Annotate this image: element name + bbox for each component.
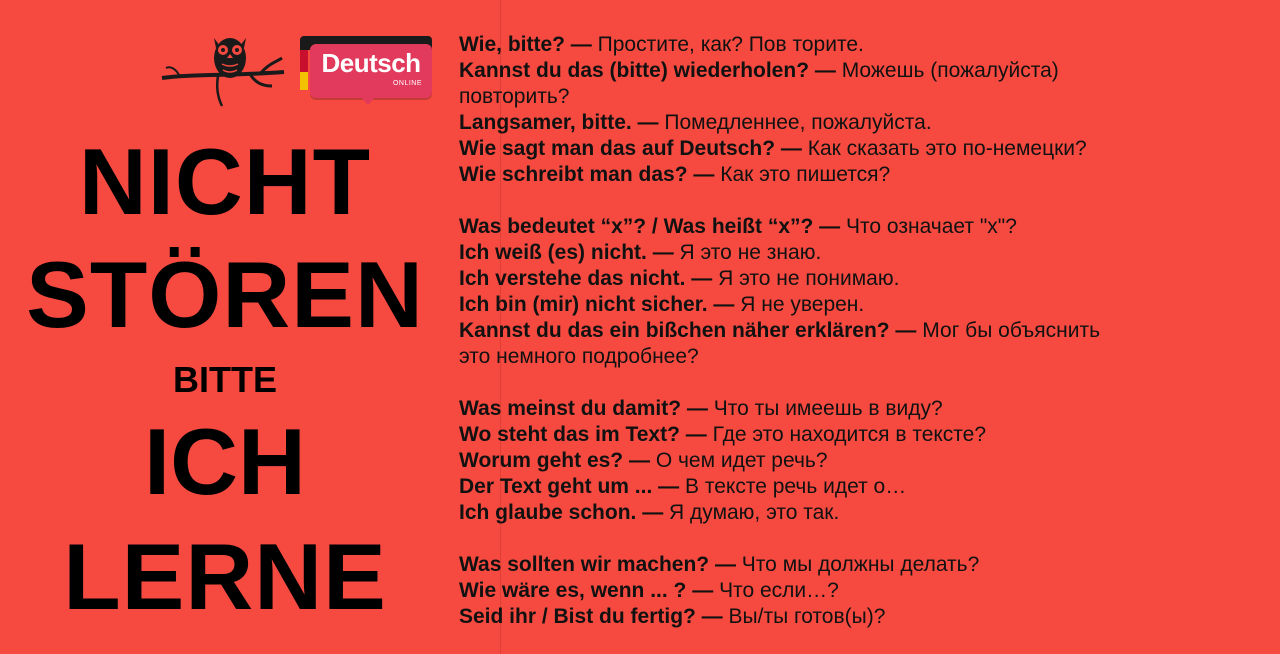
phrase-row	[459, 422, 1269, 448]
logo-brand-text: Deutsch	[321, 48, 421, 78]
logo-bubble-tail	[360, 96, 376, 105]
phrase-row	[459, 396, 1269, 422]
slogan-line-ich: ICH	[144, 409, 306, 514]
russian-translation: Вы/ты готов(ы)?	[728, 605, 886, 628]
logo-speech-bubble	[310, 44, 432, 98]
phrase-row	[459, 32, 1269, 58]
russian-translation: повторить?	[459, 85, 570, 108]
russian-translation: Что если…?	[719, 579, 839, 602]
german-phrase: Der Text geht um ... —	[459, 475, 680, 498]
german-phrase: Wie sagt man das auf Deutsch? —	[459, 137, 802, 160]
german-phrase: Wie wäre es, wenn ... ? —	[459, 579, 714, 602]
german-phrase: Was bedeutet “x”? / Was heißt “x”? —	[459, 215, 841, 238]
german-phrase: Ich verstehe das nicht. —	[459, 267, 713, 290]
russian-translation: Я думаю, это так.	[669, 501, 840, 524]
phrase-list	[459, 32, 1269, 630]
phrase-row	[459, 266, 1269, 292]
russian-translation: Как это пишется?	[720, 163, 891, 186]
german-phrase: Kannst du das (bitte) wiederholen? —	[459, 59, 836, 82]
russian-translation: Что ты имеешь в виду?	[713, 397, 943, 420]
german-phrase: Seid ihr / Bist du fertig? —	[459, 605, 723, 628]
phrase-row	[459, 604, 1269, 630]
russian-translation: Я не уверен.	[740, 293, 865, 316]
russian-translation: Простите, как? Пов торите.	[597, 33, 864, 56]
russian-translation: Помедленнее, пожалуйста.	[664, 111, 932, 134]
group-spacer	[459, 188, 1269, 214]
russian-translation: Можешь (пожалуйста)	[841, 59, 1059, 82]
phrase-row-continuation	[459, 84, 1269, 110]
slogan-line-nicht: NICHT	[78, 129, 372, 234]
russian-translation: Я это не знаю.	[679, 241, 822, 264]
russian-translation: Что означает "x"?	[846, 215, 1017, 238]
german-phrase: Wie, bitte? —	[459, 33, 592, 56]
russian-translation: В тексте речь идет о…	[685, 475, 907, 498]
phrase-row	[459, 578, 1269, 604]
russian-translation: Что мы должны делать?	[741, 553, 980, 576]
russian-translation: О чем идет речь?	[655, 449, 828, 472]
phrase-row	[459, 474, 1269, 500]
logo-subtitle-text: ONLINE	[392, 80, 422, 87]
group-spacer	[459, 526, 1269, 552]
phrase-row	[459, 136, 1269, 162]
russian-translation: Мог бы объяснить	[922, 319, 1101, 342]
german-phrase: Ich bin (mir) nicht sicher. —	[459, 293, 735, 316]
slogan-line-bitte: BITTE	[173, 359, 277, 400]
slogan-line-storen: STÖREN	[26, 242, 424, 347]
phrase-row	[459, 318, 1269, 344]
phrase-row-continuation	[459, 344, 1269, 370]
russian-translation: Я это не понимаю.	[718, 267, 900, 290]
phrase-row	[459, 240, 1269, 266]
logo-row	[160, 28, 450, 108]
german-phrase: Langsamer, bitte. —	[459, 111, 659, 134]
german-phrase: Kannst du das ein bißchen näher erklären? —	[459, 319, 917, 342]
phrase-row	[459, 500, 1269, 526]
slogan-line-lerne: LERNE	[63, 524, 387, 629]
phrase-row	[459, 292, 1269, 318]
german-phrase: Ich glaube schon. —	[459, 501, 664, 524]
phrase-row	[459, 110, 1269, 136]
phrase-row	[459, 58, 1269, 84]
owl-on-branch-icon	[160, 28, 286, 108]
phrase-row	[459, 552, 1269, 578]
group-spacer	[459, 370, 1269, 396]
german-phrase: Ich weiß (es) nicht. —	[459, 241, 674, 264]
flag-gold-stripe	[300, 72, 308, 90]
german-phrase: Wie schreibt man das? —	[459, 163, 715, 186]
russian-translation: это немного подробнее?	[459, 345, 699, 368]
russian-translation: Где это находится в тексте?	[712, 423, 987, 446]
phrase-row	[459, 448, 1269, 474]
german-phrase: Was meinst du damit? —	[459, 397, 708, 420]
slogan-poster	[0, 0, 450, 654]
deutsch-online-logo	[300, 36, 432, 126]
phrase-row	[459, 214, 1269, 240]
german-phrase: Wo steht das im Text? —	[459, 423, 707, 446]
russian-translation: Как сказать это по-немецки?	[807, 137, 1087, 160]
german-phrase: Was sollten wir machen? —	[459, 553, 736, 576]
phrase-row	[459, 162, 1269, 188]
german-phrase: Worum geht es? —	[459, 449, 650, 472]
